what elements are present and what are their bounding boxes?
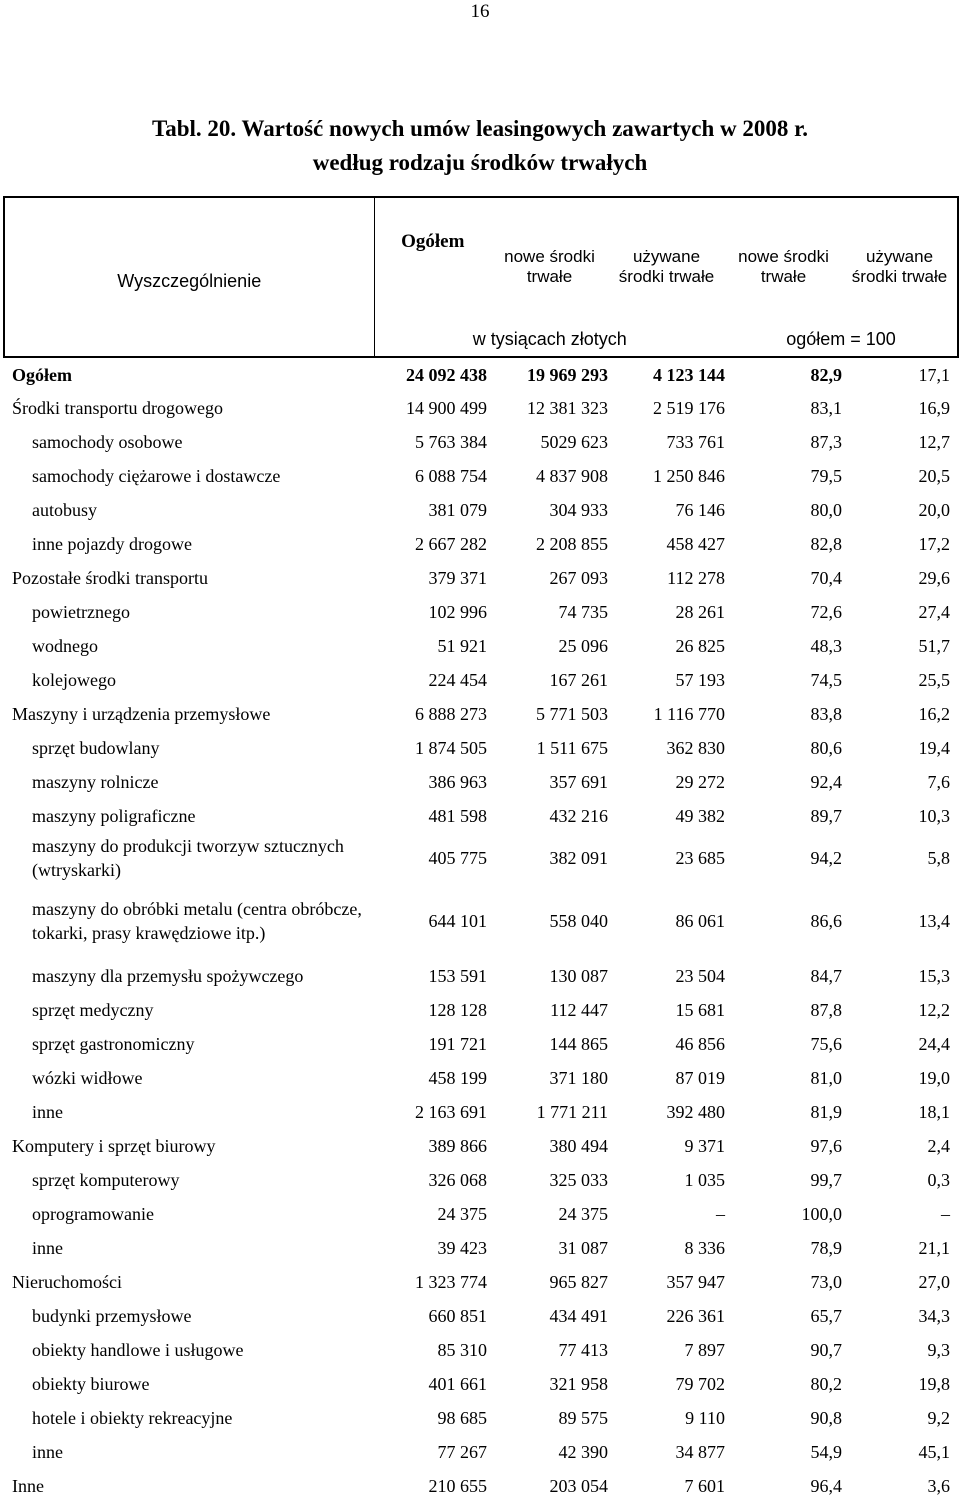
row-value-1: 24 092 438 bbox=[406, 364, 487, 385]
row-value-4: 92,4 bbox=[810, 772, 842, 792]
row-value-2: 965 827 bbox=[549, 1272, 608, 1292]
title-line-1: Tabl. 20. Wartość nowych umów leasingowych zawartych w 2008 r. bbox=[152, 116, 808, 141]
row-label: Środki transportu drogowego bbox=[12, 398, 223, 418]
row-value-4: 80,2 bbox=[810, 1374, 842, 1394]
row-value-1: 98 685 bbox=[437, 1408, 487, 1428]
header-unit-thousands: w tysiącach złotych bbox=[472, 329, 627, 349]
row-value-1: 153 591 bbox=[428, 966, 487, 986]
row-value-1: 6 888 273 bbox=[415, 704, 487, 724]
row-value-2: 203 054 bbox=[549, 1476, 608, 1496]
row-value-2: 4 837 908 bbox=[536, 466, 608, 486]
row-value-3: 9 110 bbox=[685, 1408, 725, 1428]
row-value-1: 386 963 bbox=[428, 772, 487, 792]
header-total: Ogółem bbox=[401, 231, 465, 252]
table-row bbox=[4, 391, 958, 425]
row-value-1: 379 371 bbox=[428, 568, 487, 588]
row-value-2: 89 575 bbox=[558, 1408, 608, 1428]
row-value-2: 31 087 bbox=[558, 1238, 608, 1258]
header-new-percent: nowe środki trwałe bbox=[738, 247, 829, 286]
row-value-4: 86,6 bbox=[810, 911, 842, 931]
table-row bbox=[4, 1197, 958, 1231]
row-value-5: 5,8 bbox=[927, 848, 950, 868]
row-label: inne bbox=[32, 1102, 63, 1122]
row-value-1: 401 661 bbox=[428, 1374, 487, 1394]
table-row bbox=[4, 1061, 958, 1095]
row-value-5: 16,2 bbox=[918, 704, 950, 724]
row-value-5: 19,4 bbox=[918, 738, 950, 758]
row-value-4: 80,6 bbox=[810, 738, 842, 758]
row-value-3: 2 519 176 bbox=[653, 398, 725, 418]
row-value-2: 325 033 bbox=[549, 1170, 608, 1190]
table-row bbox=[4, 1333, 958, 1367]
table-body bbox=[4, 357, 958, 1503]
row-value-1: 24 375 bbox=[437, 1204, 487, 1224]
row-value-3: 79 702 bbox=[675, 1374, 725, 1394]
table-row bbox=[4, 561, 958, 595]
row-label: obiekty handlowe i usługowe bbox=[32, 1340, 244, 1360]
row-label: sprzęt komputerowy bbox=[32, 1170, 180, 1190]
row-value-1: 51 921 bbox=[437, 636, 487, 656]
row-value-3: 28 261 bbox=[675, 602, 725, 622]
row-label: maszyny dla przemysłu spożywczego bbox=[32, 966, 304, 986]
row-value-1: 85 310 bbox=[437, 1340, 487, 1360]
table-header bbox=[4, 197, 958, 357]
row-value-4: 80,0 bbox=[810, 500, 842, 520]
row-value-1: 102 996 bbox=[428, 602, 487, 622]
row-label: oprogramowanie bbox=[32, 1204, 154, 1224]
row-value-5: 17,2 bbox=[918, 534, 950, 554]
row-value-3: 1 250 846 bbox=[653, 466, 725, 486]
row-value-5: 0,3 bbox=[927, 1170, 950, 1190]
row-value-4: 87,8 bbox=[810, 1000, 842, 1020]
row-value-2: 434 491 bbox=[549, 1306, 608, 1326]
row-value-1: 224 454 bbox=[428, 670, 487, 690]
row-value-1: 389 866 bbox=[428, 1136, 487, 1156]
row-value-4: 83,1 bbox=[810, 398, 842, 418]
row-value-5: 9,3 bbox=[927, 1340, 950, 1360]
row-value-3: 112 278 bbox=[667, 568, 725, 588]
row-value-2: 5 771 503 bbox=[536, 704, 608, 724]
header-new-thousands: nowe środki trwałe bbox=[504, 247, 595, 286]
table-row bbox=[4, 799, 958, 833]
row-value-2: 144 865 bbox=[549, 1034, 608, 1054]
row-label: obiekty biurowe bbox=[32, 1374, 150, 1394]
row-value-5: 16,9 bbox=[918, 398, 950, 418]
row-value-2: 130 087 bbox=[549, 966, 608, 986]
table-row bbox=[4, 595, 958, 629]
row-label: Komputery i sprzęt biurowy bbox=[12, 1136, 216, 1156]
row-value-3: 15 681 bbox=[675, 1000, 725, 1020]
row-value-4: 90,7 bbox=[810, 1340, 842, 1360]
row-value-4: 82,8 bbox=[810, 534, 842, 554]
row-value-1: 1 323 774 bbox=[415, 1272, 487, 1292]
row-value-4: 82,9 bbox=[810, 364, 842, 385]
row-value-5: 29,6 bbox=[918, 568, 950, 588]
table-row bbox=[4, 1095, 958, 1129]
row-label: samochody ciężarowe i dostawcze bbox=[32, 466, 281, 486]
row-label: Inne bbox=[12, 1476, 44, 1496]
title-line-2: według rodzaju środków trwałych bbox=[312, 150, 648, 175]
row-value-1: 458 199 bbox=[428, 1068, 487, 1088]
row-label: inne bbox=[32, 1442, 63, 1462]
row-value-2: 5029 623 bbox=[540, 432, 608, 452]
table-row bbox=[4, 493, 958, 527]
row-value-4: 75,6 bbox=[810, 1034, 842, 1054]
row-value-2: 74 735 bbox=[558, 602, 608, 622]
row-value-5: 3,6 bbox=[927, 1476, 950, 1496]
row-value-1: 381 079 bbox=[428, 500, 487, 520]
page-number: 16 bbox=[470, 1, 490, 22]
table-row bbox=[4, 697, 958, 731]
row-value-2: 1 511 675 bbox=[536, 738, 608, 758]
row-value-5: 18,1 bbox=[918, 1102, 950, 1122]
row-value-4: 84,7 bbox=[810, 966, 842, 986]
row-value-3: 29 272 bbox=[675, 772, 725, 792]
table-row bbox=[4, 459, 958, 493]
row-value-2: 321 958 bbox=[549, 1374, 608, 1394]
table-row bbox=[4, 1435, 958, 1469]
row-value-5: 2,4 bbox=[927, 1136, 950, 1156]
row-value-1: 210 655 bbox=[428, 1476, 487, 1496]
row-value-2: 24 375 bbox=[558, 1204, 608, 1224]
row-value-3: 733 761 bbox=[666, 432, 725, 452]
row-label: Ogółem bbox=[12, 364, 72, 385]
row-value-2: 12 381 323 bbox=[527, 398, 608, 418]
table-row bbox=[4, 1163, 958, 1197]
row-value-2: 380 494 bbox=[549, 1136, 608, 1156]
row-label: sprzęt medyczny bbox=[32, 1000, 154, 1020]
row-value-3: 7 897 bbox=[684, 1340, 725, 1360]
row-value-3: 226 361 bbox=[666, 1306, 725, 1326]
row-value-1: 5 763 384 bbox=[415, 432, 487, 452]
row-value-2: 25 096 bbox=[558, 636, 608, 656]
table-row bbox=[4, 1469, 958, 1503]
row-value-5: 19,0 bbox=[918, 1068, 950, 1088]
row-value-3: – bbox=[716, 1204, 725, 1224]
row-value-4: 100,0 bbox=[801, 1204, 842, 1224]
table-row bbox=[4, 765, 958, 799]
table-row bbox=[4, 663, 958, 697]
row-value-5: 27,4 bbox=[918, 602, 950, 622]
row-value-1: 644 101 bbox=[428, 911, 487, 931]
row-value-3: 458 427 bbox=[666, 534, 725, 554]
row-value-5: 19,8 bbox=[918, 1374, 950, 1394]
row-value-5: 13,4 bbox=[918, 911, 950, 931]
row-label: powietrznego bbox=[32, 602, 130, 622]
header-unit-percent: ogółem = 100 bbox=[786, 329, 896, 349]
row-label: autobusy bbox=[32, 500, 97, 520]
row-value-3: 76 146 bbox=[675, 500, 725, 520]
row-label: wózki widłowe bbox=[32, 1068, 143, 1088]
row-value-3: 8 336 bbox=[684, 1238, 725, 1258]
row-value-5: 15,3 bbox=[918, 966, 950, 986]
row-value-4: 54,9 bbox=[810, 1442, 842, 1462]
leasing-table bbox=[3, 196, 959, 1503]
row-value-4: 74,5 bbox=[810, 670, 842, 690]
row-value-3: 1 116 770 bbox=[653, 704, 725, 724]
row-value-4: 81,0 bbox=[810, 1068, 842, 1088]
row-value-5: 34,3 bbox=[918, 1306, 950, 1326]
row-label: samochody osobowe bbox=[32, 432, 183, 452]
row-value-1: 6 088 754 bbox=[415, 466, 487, 486]
row-value-2: 267 093 bbox=[549, 568, 608, 588]
row-value-4: 99,7 bbox=[810, 1170, 842, 1190]
row-value-1: 39 423 bbox=[437, 1238, 487, 1258]
row-label: hotele i obiekty rekreacyjne bbox=[32, 1408, 233, 1428]
table-row bbox=[4, 1129, 958, 1163]
row-label: sprzęt gastronomiczny bbox=[32, 1034, 195, 1054]
row-label: sprzęt budowlany bbox=[32, 738, 160, 758]
row-value-5: 17,1 bbox=[918, 364, 950, 385]
table-row bbox=[4, 1027, 958, 1061]
table-row bbox=[4, 1231, 958, 1265]
row-value-5: 12,7 bbox=[918, 432, 950, 452]
row-label: inne pojazdy drogowe bbox=[32, 534, 192, 554]
table-row bbox=[4, 959, 958, 993]
row-value-3: 9 371 bbox=[684, 1136, 725, 1156]
row-value-4: 72,6 bbox=[810, 602, 842, 622]
table-row bbox=[4, 833, 958, 883]
row-value-3: 49 382 bbox=[675, 806, 725, 826]
table-row bbox=[4, 883, 958, 959]
row-value-5: 12,2 bbox=[918, 1000, 950, 1020]
table-row bbox=[4, 425, 958, 459]
row-value-3: 7 601 bbox=[684, 1476, 725, 1496]
row-value-4: 90,8 bbox=[810, 1408, 842, 1428]
row-label: maszyny do obróbki metalu (centra obróbcze, tokarki, prasy krawędziowe itp.) bbox=[32, 899, 362, 943]
table-row bbox=[4, 993, 958, 1027]
row-value-5: 51,7 bbox=[918, 636, 950, 656]
row-value-3: 23 504 bbox=[675, 966, 725, 986]
row-value-3: 26 825 bbox=[675, 636, 725, 656]
row-value-1: 481 598 bbox=[428, 806, 487, 826]
row-value-5: 10,3 bbox=[918, 806, 950, 826]
row-value-2: 42 390 bbox=[558, 1442, 608, 1462]
row-value-1: 660 851 bbox=[428, 1306, 487, 1326]
row-value-5: 27,0 bbox=[918, 1272, 950, 1292]
row-value-1: 128 128 bbox=[428, 1000, 487, 1020]
row-value-5: 21,1 bbox=[918, 1238, 950, 1258]
table-row bbox=[4, 1265, 958, 1299]
row-value-3: 23 685 bbox=[675, 848, 725, 868]
row-value-5: 20,0 bbox=[918, 500, 950, 520]
row-label: wodnego bbox=[32, 636, 98, 656]
row-value-5: 45,1 bbox=[918, 1442, 950, 1462]
row-value-1: 14 900 499 bbox=[406, 398, 487, 418]
row-value-5: 24,4 bbox=[918, 1034, 950, 1054]
row-value-4: 83,8 bbox=[810, 704, 842, 724]
row-value-3: 87 019 bbox=[675, 1068, 725, 1088]
row-value-1: 405 775 bbox=[428, 848, 487, 868]
row-value-5: 20,5 bbox=[918, 466, 950, 486]
row-value-1: 2 163 691 bbox=[415, 1102, 487, 1122]
row-value-1: 2 667 282 bbox=[415, 534, 487, 554]
table-title bbox=[0, 112, 960, 180]
row-value-4: 79,5 bbox=[810, 466, 842, 486]
row-value-2: 77 413 bbox=[558, 1340, 608, 1360]
row-value-2: 2 208 855 bbox=[536, 534, 608, 554]
row-value-5: 9,2 bbox=[927, 1408, 950, 1428]
row-value-3: 57 193 bbox=[675, 670, 725, 690]
table-row bbox=[4, 527, 958, 561]
header-used-percent: używane środki trwałe bbox=[851, 247, 948, 286]
row-value-4: 73,0 bbox=[810, 1272, 842, 1292]
row-value-2: 1 771 211 bbox=[536, 1102, 608, 1122]
row-value-1: 77 267 bbox=[437, 1442, 487, 1462]
row-value-4: 78,9 bbox=[810, 1238, 842, 1258]
row-value-1: 1 874 505 bbox=[415, 738, 487, 758]
row-value-2: 382 091 bbox=[549, 848, 608, 868]
row-label: Nieruchomości bbox=[12, 1272, 122, 1292]
row-value-4: 70,4 bbox=[810, 568, 842, 588]
header-used-thousands: używane środki trwałe bbox=[618, 247, 715, 286]
row-value-5: – bbox=[941, 1204, 950, 1224]
row-value-4: 48,3 bbox=[810, 636, 842, 656]
row-value-1: 191 721 bbox=[428, 1034, 487, 1054]
row-value-4: 81,9 bbox=[810, 1102, 842, 1122]
row-label: kolejowego bbox=[32, 670, 116, 690]
row-label: maszyny poligraficzne bbox=[32, 806, 196, 826]
row-label: Maszyny i urządzenia przemysłowe bbox=[12, 704, 271, 724]
row-value-4: 96,4 bbox=[810, 1476, 842, 1496]
row-value-4: 87,3 bbox=[810, 432, 842, 452]
row-value-2: 432 216 bbox=[549, 806, 608, 826]
row-value-2: 112 447 bbox=[550, 1000, 608, 1020]
row-label: budynki przemysłowe bbox=[32, 1306, 192, 1326]
row-value-2: 167 261 bbox=[549, 670, 608, 690]
table-row bbox=[4, 357, 958, 391]
row-value-4: 89,7 bbox=[810, 806, 842, 826]
table-row bbox=[4, 1401, 958, 1435]
row-label: maszyny do produkcji tworzyw sztucznych (wtryskarki) bbox=[32, 836, 344, 880]
row-label: maszyny rolnicze bbox=[32, 772, 159, 792]
row-value-4: 97,6 bbox=[810, 1136, 842, 1156]
row-value-4: 65,7 bbox=[810, 1306, 842, 1326]
table-row bbox=[4, 1299, 958, 1333]
row-value-3: 34 877 bbox=[675, 1442, 725, 1462]
row-value-2: 357 691 bbox=[549, 772, 608, 792]
row-value-1: 326 068 bbox=[428, 1170, 487, 1190]
row-value-4: 94,2 bbox=[810, 848, 842, 868]
table-row bbox=[4, 629, 958, 663]
row-label: Pozostałe środki transportu bbox=[12, 568, 208, 588]
row-value-3: 357 947 bbox=[666, 1272, 725, 1292]
row-value-2: 304 933 bbox=[549, 500, 608, 520]
table-row bbox=[4, 731, 958, 765]
row-value-3: 4 123 144 bbox=[653, 364, 725, 385]
row-value-3: 1 035 bbox=[684, 1170, 725, 1190]
row-value-2: 19 969 293 bbox=[527, 364, 608, 385]
row-value-5: 25,5 bbox=[918, 670, 950, 690]
row-label: inne bbox=[32, 1238, 63, 1258]
header-spec: Wyszczególnienie bbox=[4, 197, 374, 357]
row-value-2: 371 180 bbox=[549, 1068, 608, 1088]
row-value-3: 46 856 bbox=[675, 1034, 725, 1054]
row-value-2: 558 040 bbox=[549, 911, 608, 931]
row-value-3: 362 830 bbox=[666, 738, 725, 758]
row-value-3: 392 480 bbox=[666, 1102, 725, 1122]
row-value-3: 86 061 bbox=[675, 911, 725, 931]
table-row bbox=[4, 1367, 958, 1401]
row-value-5: 7,6 bbox=[927, 772, 950, 792]
